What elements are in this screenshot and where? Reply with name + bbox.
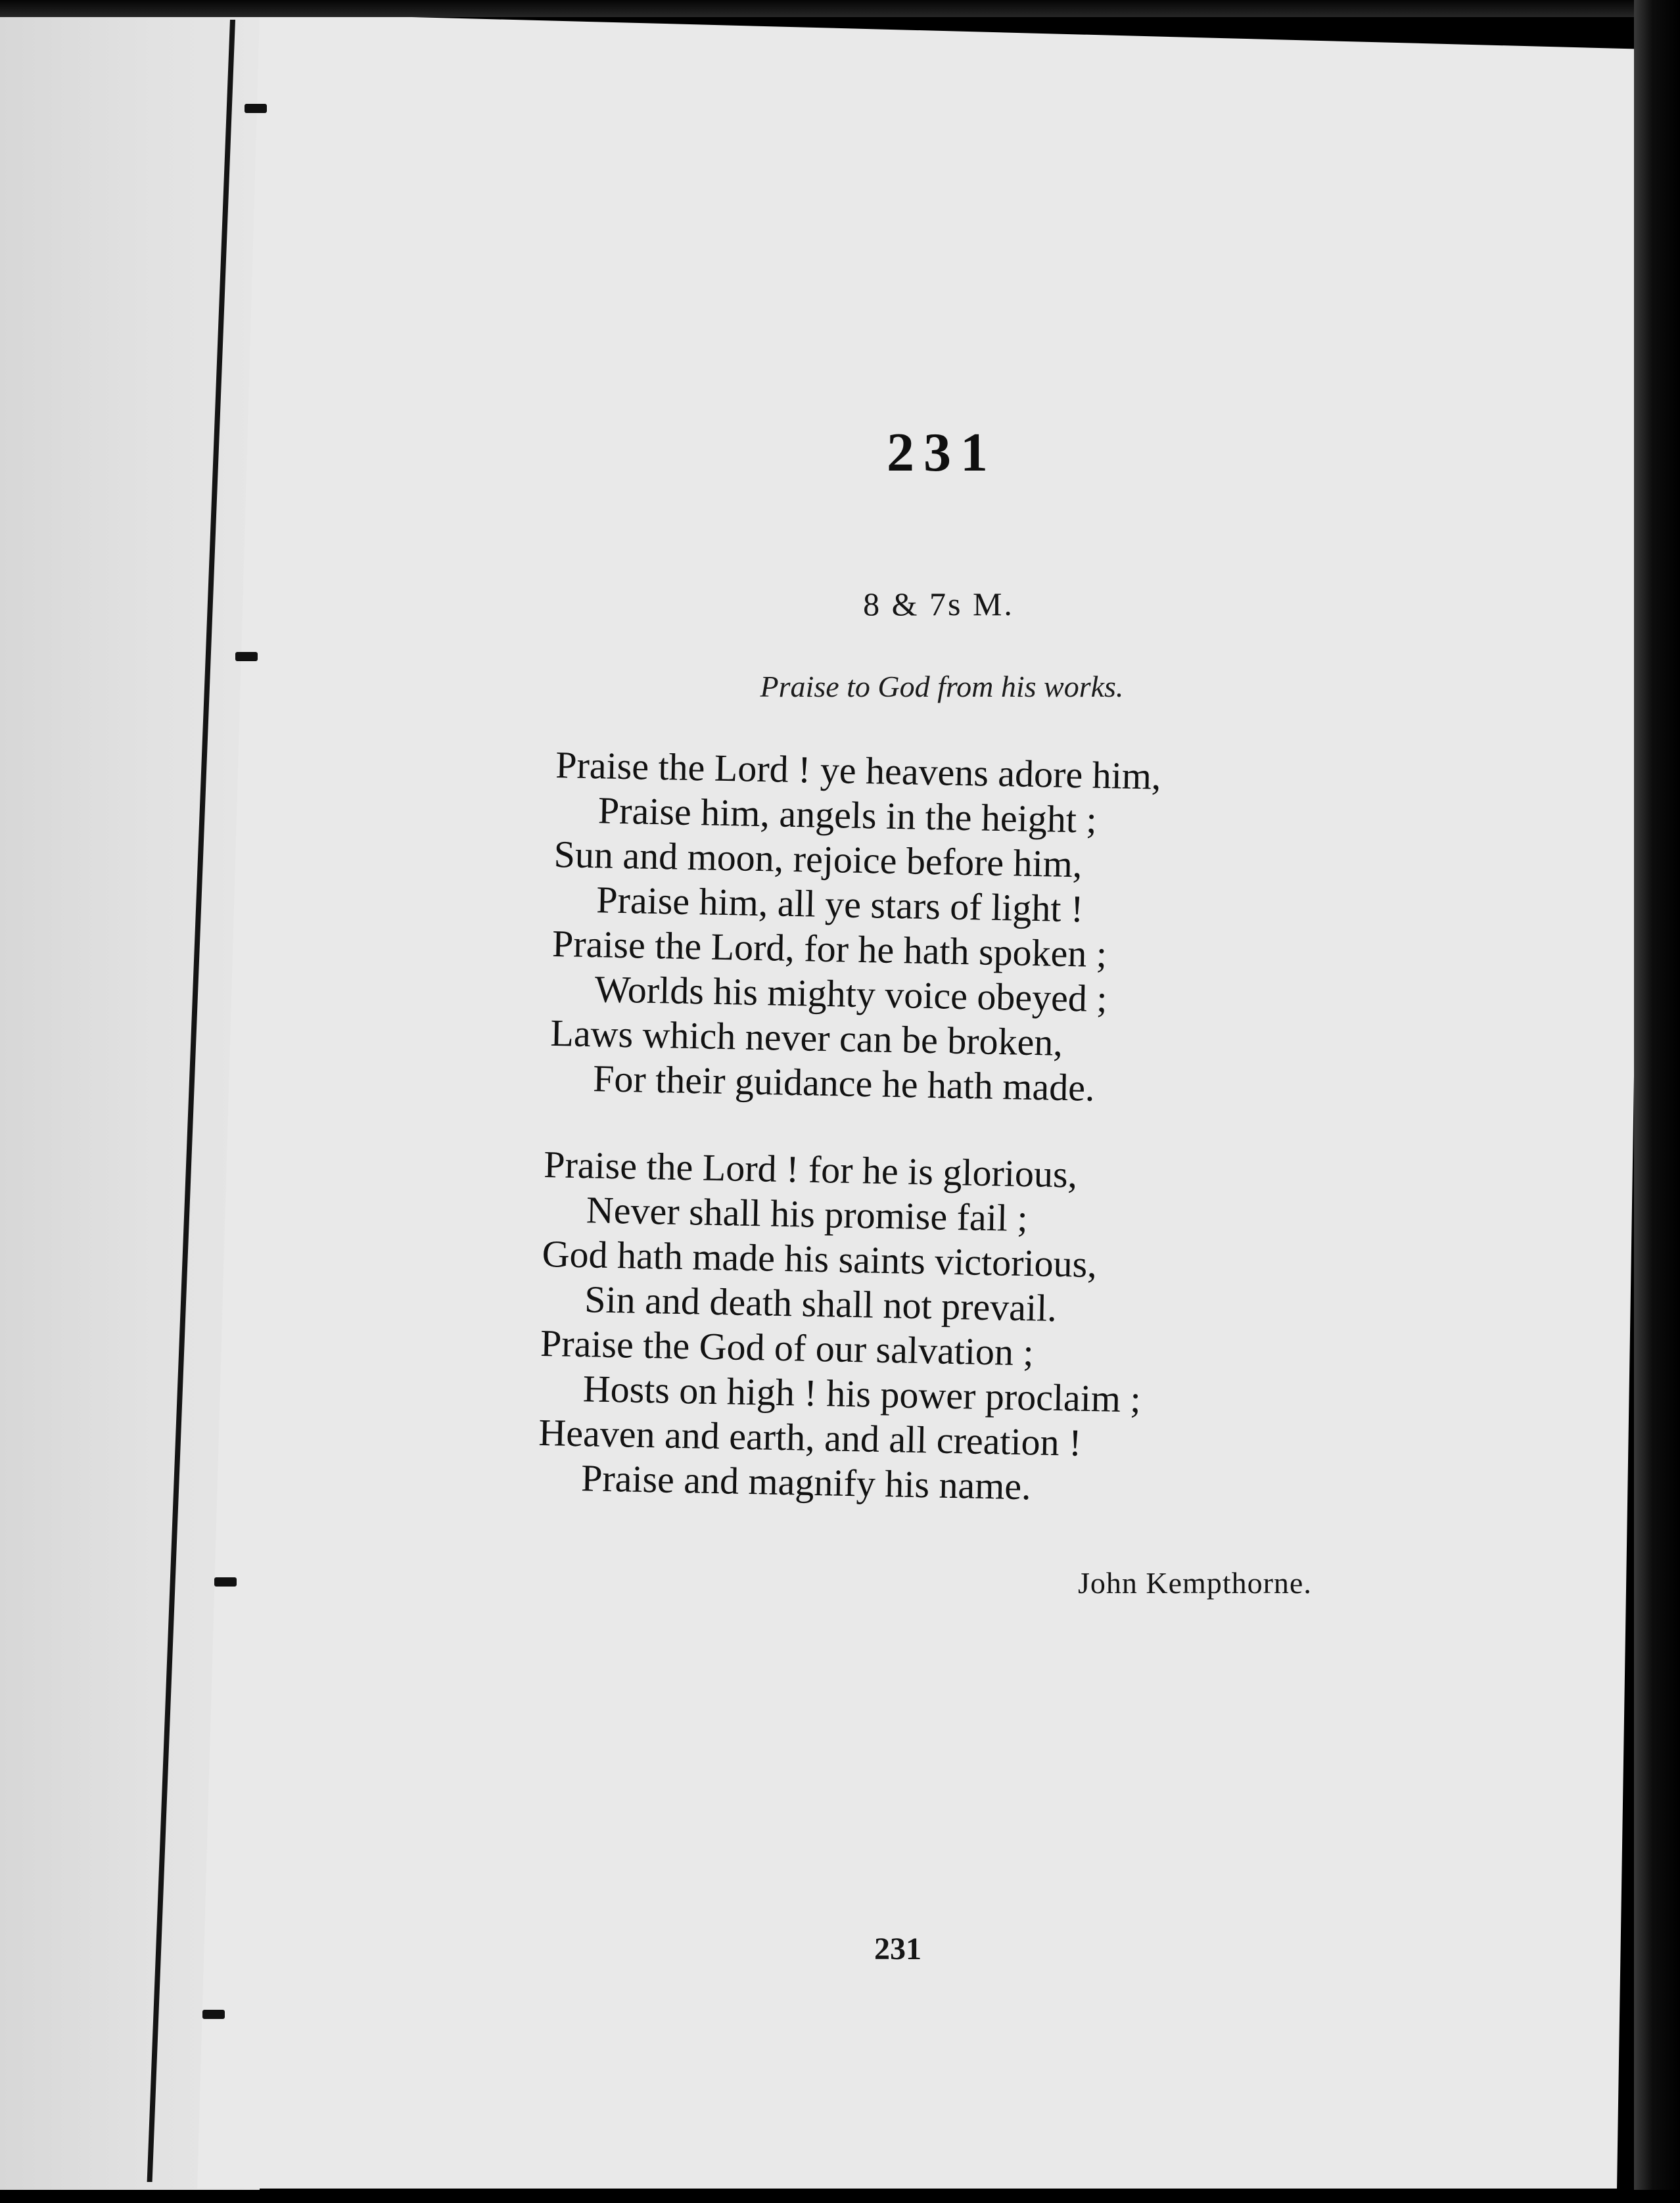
verse-line: Hosts on high ! his power proclaim ; <box>582 1367 1142 1421</box>
verse-line: Praise the Lord ! ye heavens adore him, <box>555 743 1162 798</box>
verse-line: Laws which never can be broken, <box>549 1011 1063 1064</box>
verse-line: Worlds his mighty voice obeyed ; <box>594 967 1108 1021</box>
verse-line: Praise him, angels in the height ; <box>597 789 1098 841</box>
verse-line: Sin and death shall not prevail. <box>584 1278 1058 1330</box>
verse-line: Praise him, all ye stars of light ! <box>595 878 1084 931</box>
verse-line: Sun and moon, rejoice before him, <box>553 832 1083 886</box>
verse-line: Praise the Lord ! for he is glorious, <box>543 1142 1078 1196</box>
scan-top-edge <box>0 0 1680 17</box>
hymn-subtitle: Praise to God from his works. <box>760 670 1124 703</box>
page-number: 231 <box>874 1932 922 1966</box>
verse-line: Never shall his promise fail ; <box>586 1188 1029 1240</box>
hymn-number: 231 <box>887 422 997 483</box>
hymn-author: John Kempthorne. <box>1078 1566 1312 1600</box>
verse-line: Heaven and earth, and all creation ! <box>538 1410 1083 1464</box>
verse-2 <box>538 1142 1146 1511</box>
verse-line: Praise the Lord, for he hath spoken ; <box>551 921 1108 976</box>
verse-line: God hath made his saints victorious, <box>542 1232 1098 1286</box>
verse-line: For their guidance he hath made. <box>592 1057 1096 1109</box>
binding-mark <box>202 2010 225 2019</box>
binding-mark <box>235 652 258 661</box>
binding-mark <box>214 1577 237 1587</box>
binding-mark <box>245 104 267 113</box>
verse-line: Praise the God of our salvation ; <box>540 1321 1035 1374</box>
verse-1 <box>549 743 1162 1112</box>
scan-right-edge <box>1634 0 1680 2203</box>
scan-bottom-edge <box>0 2190 1680 2203</box>
verse-line: Praise and magnify his name. <box>580 1456 1032 1508</box>
hymn-meter: 8 & 7s M. <box>863 586 1014 622</box>
